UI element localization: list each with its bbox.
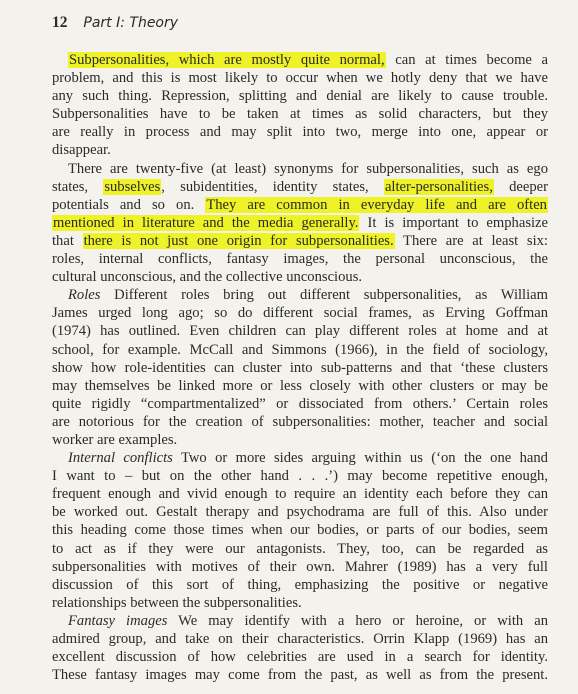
text-line: problem, and this is most likely to occur when we hotly deny that we have <box>52 70 548 87</box>
paragraph-roles <box>52 286 548 449</box>
text-line: this heading come those times when our bodies, or parts of our bodies, seem <box>52 522 548 539</box>
text-line: (1974) has outlined. Even children can play different roles at home and at <box>52 323 548 340</box>
text-line: potentials and so on. They are common in everyday life and are often <box>52 196 547 213</box>
paragraph-1 <box>52 51 548 160</box>
text-line: may themselves be linked more or less closely with other clusters or may be <box>52 377 548 394</box>
text-line: cultural unconscious, and the collective unconscious. <box>52 269 363 286</box>
text-line: There are twenty-five (at least) synonyms for subpersonalities, such as ego <box>68 160 548 177</box>
text-line: relationships between the subpersonalities. <box>52 594 302 611</box>
text-line: Roles Different roles bring out different subpersonalities, as William <box>68 287 548 304</box>
highlight: subselves <box>104 178 161 195</box>
text-line: school, for example. McCall and Simmons (1966), in the field of sociology, <box>52 341 548 358</box>
text-line: to act as if they were our antagonists. They, too, can be regarded as <box>52 540 548 557</box>
paragraph-2 <box>52 160 548 287</box>
text-line: disappear. <box>52 142 111 159</box>
text-line: frequent enough and vivid enough to require an identity each before they can <box>52 486 548 503</box>
text-line: are really in process and may split into two, merge into one, appear or <box>52 124 548 141</box>
highlight: mentioned in literature and the media generally. <box>53 214 359 231</box>
text-line: discussion of this sort of thing, emphasizing the positive or negative <box>52 576 548 593</box>
text-line: Internal conflicts Two or more sides arguing within us (‘on the one hand <box>68 450 548 467</box>
text-line: mentioned in literature and the media generally. It is important to emphasize <box>53 214 549 231</box>
text-line: are notorious for the creation of subpersonalities: mother, teacher and social <box>52 413 548 430</box>
highlight: Subpersonalities, which are mostly quite normal, <box>69 52 385 68</box>
paragraph-internal-conflicts <box>52 449 548 612</box>
highlight: there is not just one origin for subpersonalities. <box>83 232 394 249</box>
section-heading: Roles <box>68 287 101 304</box>
running-title: Part I: Theory <box>83 15 179 31</box>
text-line: I want to – but on the other hand . . .’) may become repetitive enough, <box>52 468 548 485</box>
text-line: excellent discussion of how celebrities are used in a search for identity. <box>52 649 548 666</box>
text-line: Fantasy images We may identify with a hero or heroine, or with an <box>68 612 548 629</box>
highlight: alter-personalities, <box>384 178 493 195</box>
running-header <box>52 14 178 32</box>
text-line: subpersonalities with motives of their own. Mahrer (1989) has a very full <box>52 558 548 575</box>
paragraph-fantasy-images <box>52 612 548 684</box>
text-line: Subpersonalities, which are mostly quite normal, can at times become a <box>69 52 548 68</box>
text-line: These fantasy images may come from the past, as well as from the present. <box>52 667 548 684</box>
text-line: roles, internal conflicts, fantasy images, the personal unconscious, the <box>52 251 548 268</box>
section-heading: Fantasy images <box>68 612 168 629</box>
text-line: show how role-identities can cluster into sub-patterns and that ‘these clusters <box>52 359 548 376</box>
text-line: quite rigidly “compartmentalized” or dissociated from others.’ Certain roles <box>52 395 548 412</box>
text-line: any such thing. Repression, splitting and denial are likely to cause trouble. <box>52 88 548 105</box>
body-text <box>52 51 548 684</box>
section-heading: Internal conflicts <box>68 450 173 467</box>
text-line: states, subselves, subidentities, identity states, alter-personalities, deeper <box>52 178 548 195</box>
text-line: admired group, and take on their characteristics. Orrin Klapp (1969) has an <box>52 631 548 647</box>
page-number: 12 <box>52 14 68 31</box>
text-line: be worked out. Gestalt therapy and psychodrama are full of this. Also under <box>52 504 548 521</box>
text-line: that there is not just one origin for subpersonalities. There are at least six: <box>52 232 548 249</box>
text-line: worker are examples. <box>52 431 178 448</box>
text-line: James urged long ago; so do different social frames, as Erving Goffman <box>52 305 548 322</box>
text-line: Subpersonalities have to be taken at times as solid characters, but they <box>52 106 548 123</box>
highlight: They are common in everyday life and are often <box>206 196 547 213</box>
